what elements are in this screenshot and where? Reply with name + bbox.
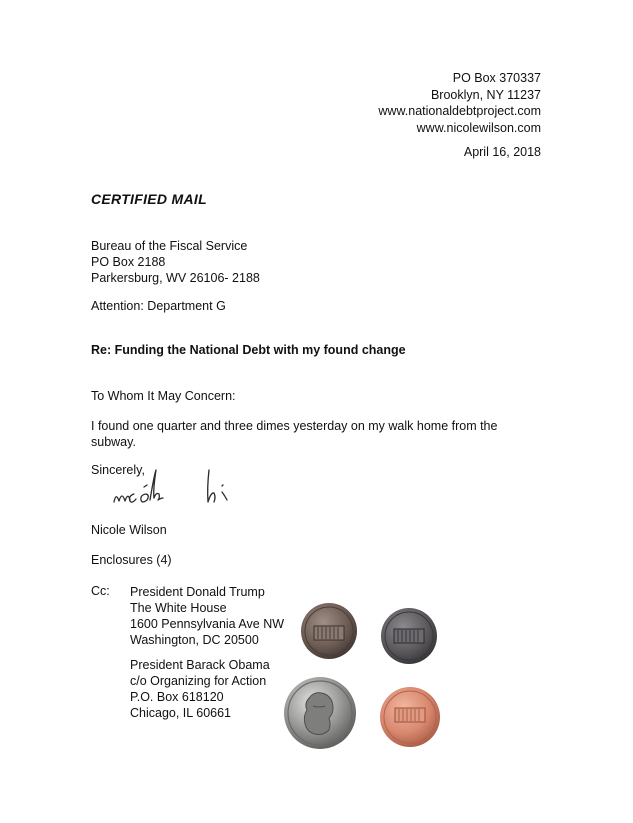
cc-recipient-1: [130, 584, 284, 648]
enclosures-note: Enclosures (4): [91, 553, 172, 567]
recipient-po-box: PO Box 2188: [91, 255, 166, 269]
sender-website-2: www.nicolewilson.com: [416, 120, 541, 135]
cc1-name: President Donald Trump: [130, 585, 265, 599]
penny-reverse-icon: [379, 686, 441, 748]
closing: Sincerely,: [91, 463, 145, 477]
attention-line: Attention: Department G: [91, 299, 226, 313]
cc-recipient-2: [130, 657, 270, 721]
body-line-2: subway.: [91, 435, 136, 449]
recipient-name: Bureau of the Fiscal Service: [91, 239, 248, 253]
salutation: To Whom It May Concern:: [91, 389, 236, 403]
body-line-1: I found one quarter and three dimes yesterday on my walk home from the: [91, 419, 498, 433]
letter-body: [91, 418, 531, 450]
subject-line: Re: Funding the National Debt with my found change: [91, 343, 406, 357]
sender-website-1: www.nationaldebtproject.com: [378, 104, 541, 118]
sender-city: Brooklyn, NY 11237: [430, 87, 541, 102]
cc1-line-2: The White House: [130, 601, 227, 615]
cc2-po-box: P.O. Box 618120: [130, 690, 224, 704]
recipient-city: Parkersburg, WV 26106- 2188: [91, 271, 260, 285]
certified-mail-label: CERTIFIED MAIL: [91, 191, 207, 207]
recipient-address: [91, 238, 260, 286]
cc2-line-2: c/o Organizing for Action: [130, 674, 267, 688]
quarter-obverse-icon: [283, 676, 357, 750]
cc2-name: President Barack Obama: [130, 658, 270, 672]
cc1-street: 1600 Pennsylvania Ave NW: [130, 617, 285, 631]
signer-name: Nicole Wilson: [91, 523, 167, 537]
cc-label: Cc:: [91, 584, 110, 598]
sender-address: [378, 70, 541, 136]
sender-po-box: PO Box 370337: [452, 71, 541, 85]
penny-reverse-icon: [380, 607, 438, 665]
penny-reverse-icon: [300, 602, 358, 660]
cc2-city: Chicago, IL 60661: [130, 706, 232, 720]
handwritten-signature: [112, 466, 262, 516]
letter-date: April 16, 2018: [463, 145, 541, 159]
cc1-city: Washington, DC 20500: [130, 633, 259, 647]
